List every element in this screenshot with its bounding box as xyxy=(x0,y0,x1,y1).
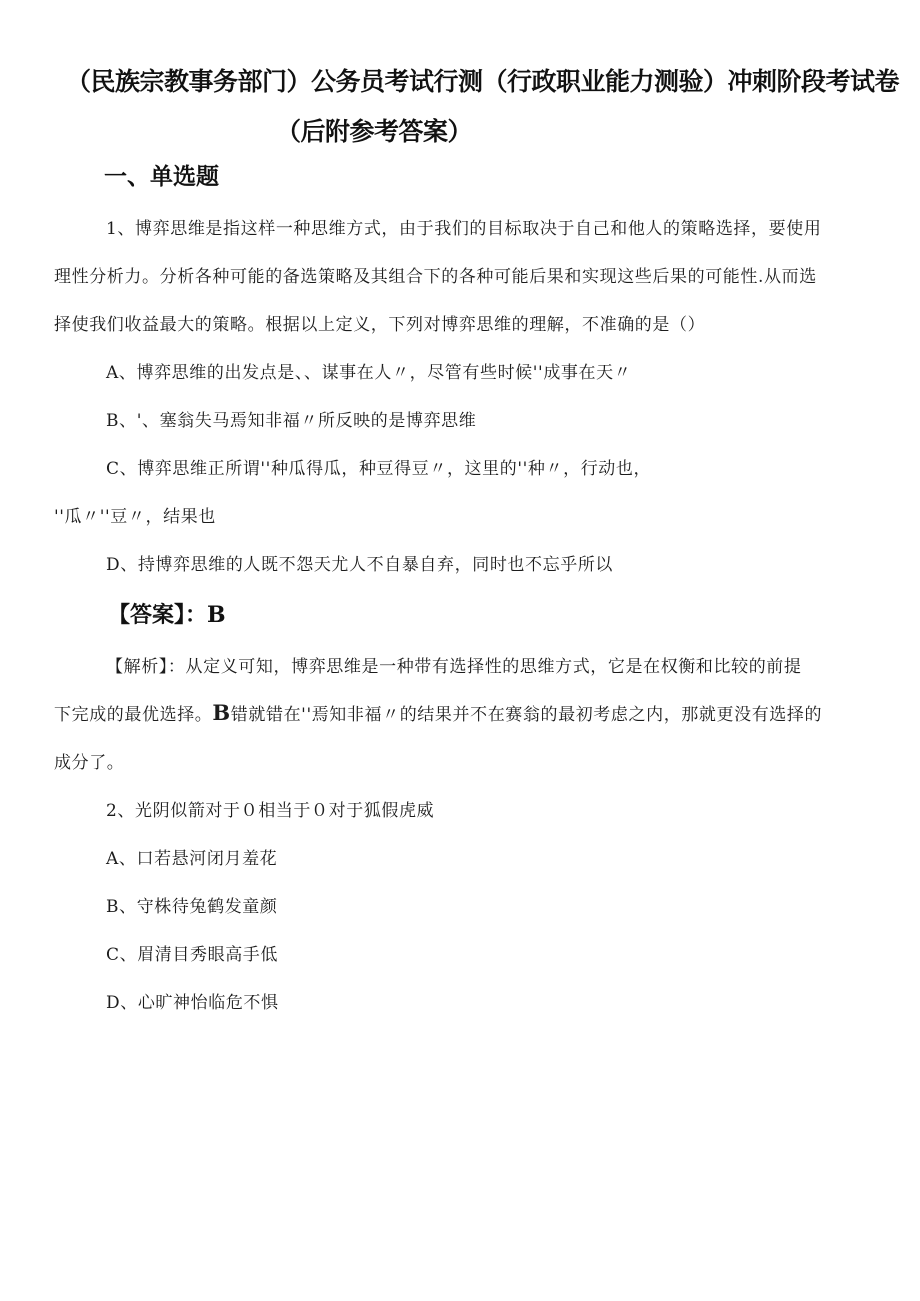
q1-analysis-line3: 成分了。 xyxy=(54,753,125,773)
q1-option-b: B、'、塞翁失马焉知非福〃所反映的是博弈思维 xyxy=(106,411,477,431)
q1-option-c-line1: C、博弈思维正所谓''种瓜得瓜，种豆得豆〃，这里的''种〃，行动也， xyxy=(106,459,652,479)
q1-analysis-line2 xyxy=(54,700,822,725)
q2-option-a: A、口若悬河闭月羞花 xyxy=(106,849,278,869)
document-title-line1: （民族宗教事务部门）公务员考试行测（行政职业能力测验）冲刺阶段考试卷 xyxy=(66,67,900,96)
answer-letter: B xyxy=(207,602,226,628)
analysis-line2-pre: 下完成的最优选择。 xyxy=(54,705,213,725)
q2-stem: 2、光阴似箭对于０相当于０对于狐假虎威 xyxy=(106,801,435,821)
analysis-line2-letter: B xyxy=(212,700,231,725)
answer-label: 【答案】： xyxy=(108,603,208,628)
q2-option-d: D、心旷神怡临危不惧 xyxy=(106,993,279,1013)
q1-stem-line3: 择使我们收益最大的策略。根据以上定义，下列对博弈思维的理解，不准确的是（） xyxy=(54,315,706,335)
analysis-line2-post: 错就错在''焉知非福〃的结果并不在赛翁的最初考虑之内，那就更没有选择的 xyxy=(230,705,823,725)
q2-option-b: B、守株待兔鹤发童颜 xyxy=(106,897,278,917)
q1-analysis-line1: 【解析】：从定义可知，博弈思维是一种带有选择性的思维方式，它是在权衡和比较的前提 xyxy=(106,657,802,677)
q1-option-a: A、博弈思维的出发点是、、谋事在人〃，尽管有些时候''成事在天〃 xyxy=(106,363,632,383)
q1-option-c-line2: ''瓜〃''豆〃，结果也 xyxy=(54,507,216,527)
section-heading: 一、单选题 xyxy=(104,164,219,190)
q1-option-d: D、持博弈思维的人既不怨天尤人不自暴自弃，同时也不忘乎所以 xyxy=(106,555,614,575)
q1-answer xyxy=(108,598,226,629)
q2-option-c: C、眉清目秀眼高手低 xyxy=(106,945,279,965)
q1-stem-line2: 理性分析力。分析各种可能的备选策略及其组合下的各种可能后果和实现这些后果的可能性.从而选 xyxy=(54,267,817,287)
q1-stem-line1: 1、博弈思维是指这样一种思维方式，由于我们的目标取决于自己和他人的策略选择，要使用 xyxy=(106,219,822,239)
document-title-line2: （后附参考答案） xyxy=(276,117,473,146)
